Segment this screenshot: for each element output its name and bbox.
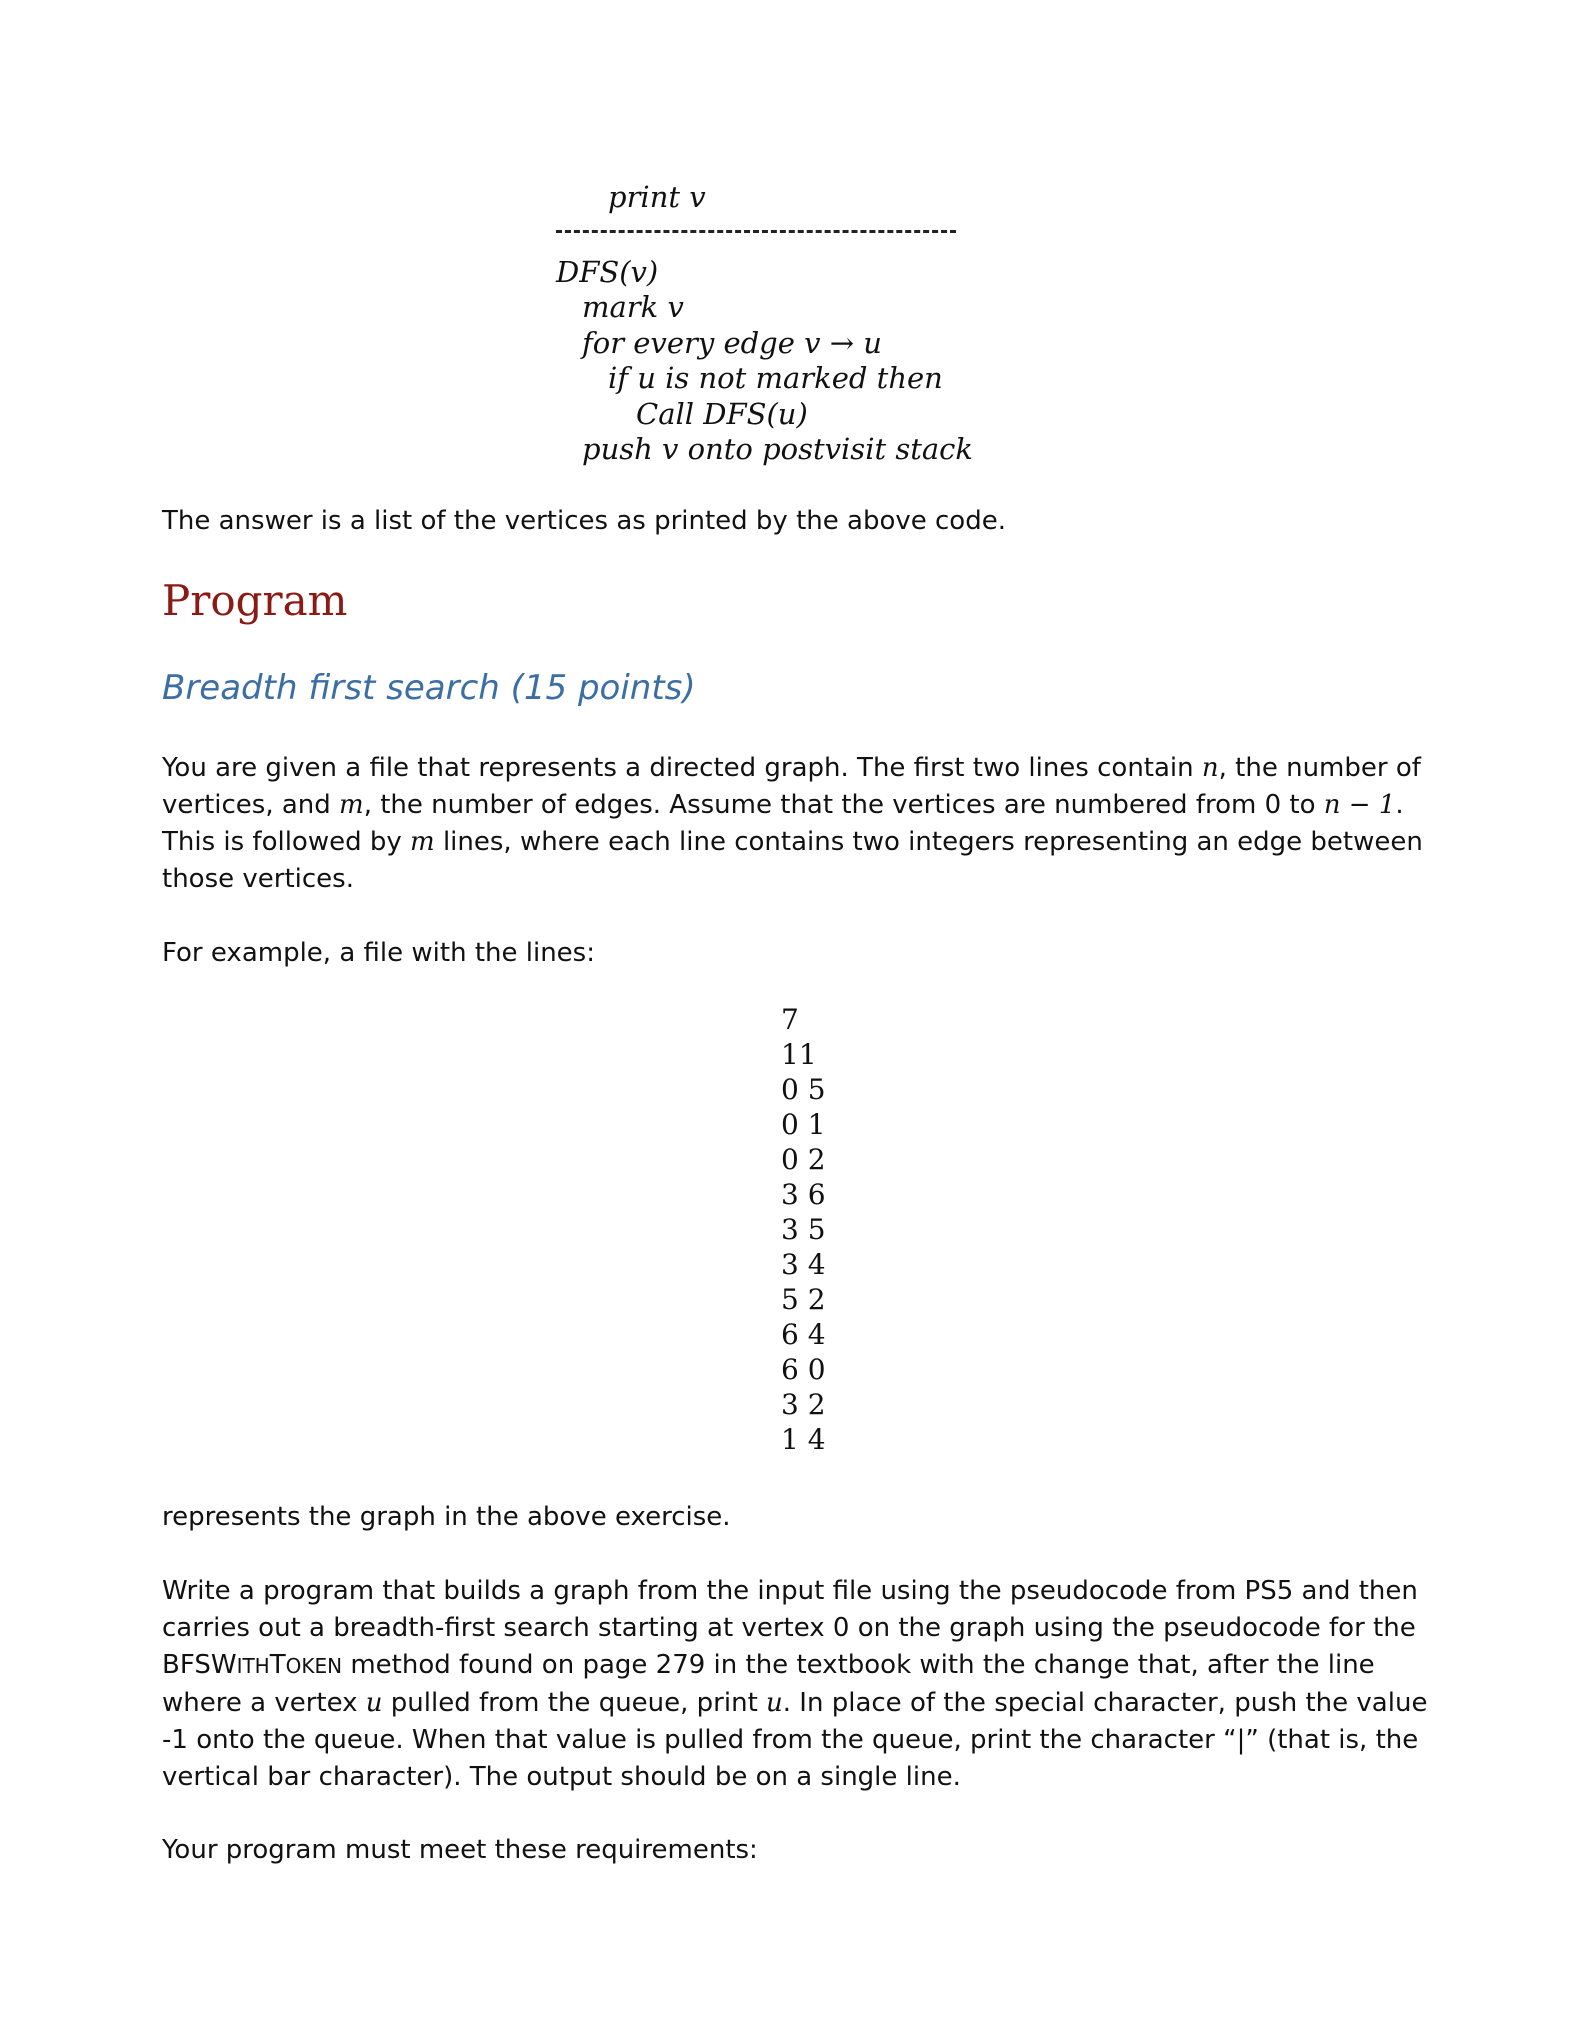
math-u: u [766,1688,783,1718]
pseudocode-line: for every edge v → u [582,325,882,360]
file-line: 11 [781,1038,817,1071]
write-text: . In place of the special character, push the value -1 onto the queue. When that value is pulled from the queue, print the character “|” (that is, the vertical bar character). The output should be on a single line. [162,1688,1428,1792]
example-label: For example, a file with the lines: [162,938,595,968]
file-line: 3 4 [781,1248,826,1281]
file-line: 3 5 [781,1213,826,1246]
small-caps-T: T [269,1650,286,1680]
answer-paragraph: The answer is a list of the vertices as printed by the above code. [162,506,1006,536]
intro-text: , the number of vertices, and [162,753,1421,820]
math-u: u [365,1688,383,1718]
intro-text: . This is followed by [162,790,1404,857]
math-m: m [339,790,364,820]
pseudocode-line: push v onto postvisit stack [582,432,973,466]
file-line: 6 4 [781,1318,826,1351]
file-line: 5 2 [781,1283,826,1316]
pseudocode-line: DFS(v) [556,254,659,289]
write-text: pulled from the queue, print [382,1688,767,1718]
pseudocode-print-line: print v [608,180,706,214]
pseudocode-block [556,180,973,468]
math-n-minus-1: n − 1 [1323,790,1396,820]
intro-text: You are given a file that represents a directed graph. The first two lines contain [162,753,1202,783]
requirements-paragraph: Your program must meet these requirements: [162,1835,758,1865]
write-program-paragraph [162,1573,1442,1796]
represents-paragraph: represents the graph in the above exercise. [162,1502,731,1532]
math-n: n [1201,753,1219,783]
small-caps-ith: ITH [236,1654,270,1678]
intro-text: lines, where each line contains two integers representing an edge between those vertices. [162,827,1423,894]
file-line: 7 [781,1003,799,1036]
write-text: Write a program that builds a graph from the input file using the pseudocode from PS5 and then carries out a breadth-first search starting at vertex 0 on the graph using the pseudocode for the BFS [162,1576,1418,1680]
pseudocode-line: Call DFS(u) [636,396,808,431]
file-line: 3 6 [781,1178,826,1211]
intro-text: , the number of edges. Assume that the vertices are numbered from 0 to [363,790,1324,820]
file-line: 1 4 [781,1423,826,1456]
dashed-separator [556,230,956,233]
file-line: 3 2 [781,1388,826,1421]
file-line: 0 2 [781,1143,826,1176]
write-text: method found on page 279 in the textbook with the change that, after the line where a vertex [162,1650,1375,1718]
file-line: 6 0 [781,1353,826,1386]
math-m: m [410,827,435,857]
example-file-lines [781,1002,826,1457]
section-heading-program: Program [162,576,348,625]
file-line: 0 1 [781,1108,826,1141]
intro-paragraph [162,750,1442,898]
subsection-heading-bfs: Breadth first search (15 points) [162,668,696,708]
small-caps-oken: OKEN [285,1654,343,1678]
small-caps-W: W [210,1650,237,1680]
pseudocode-line: mark v [582,290,684,324]
file-line: 0 5 [781,1073,826,1106]
pseudocode-line: if u is not marked then [608,361,943,395]
small-caps-with [210,1650,270,1680]
